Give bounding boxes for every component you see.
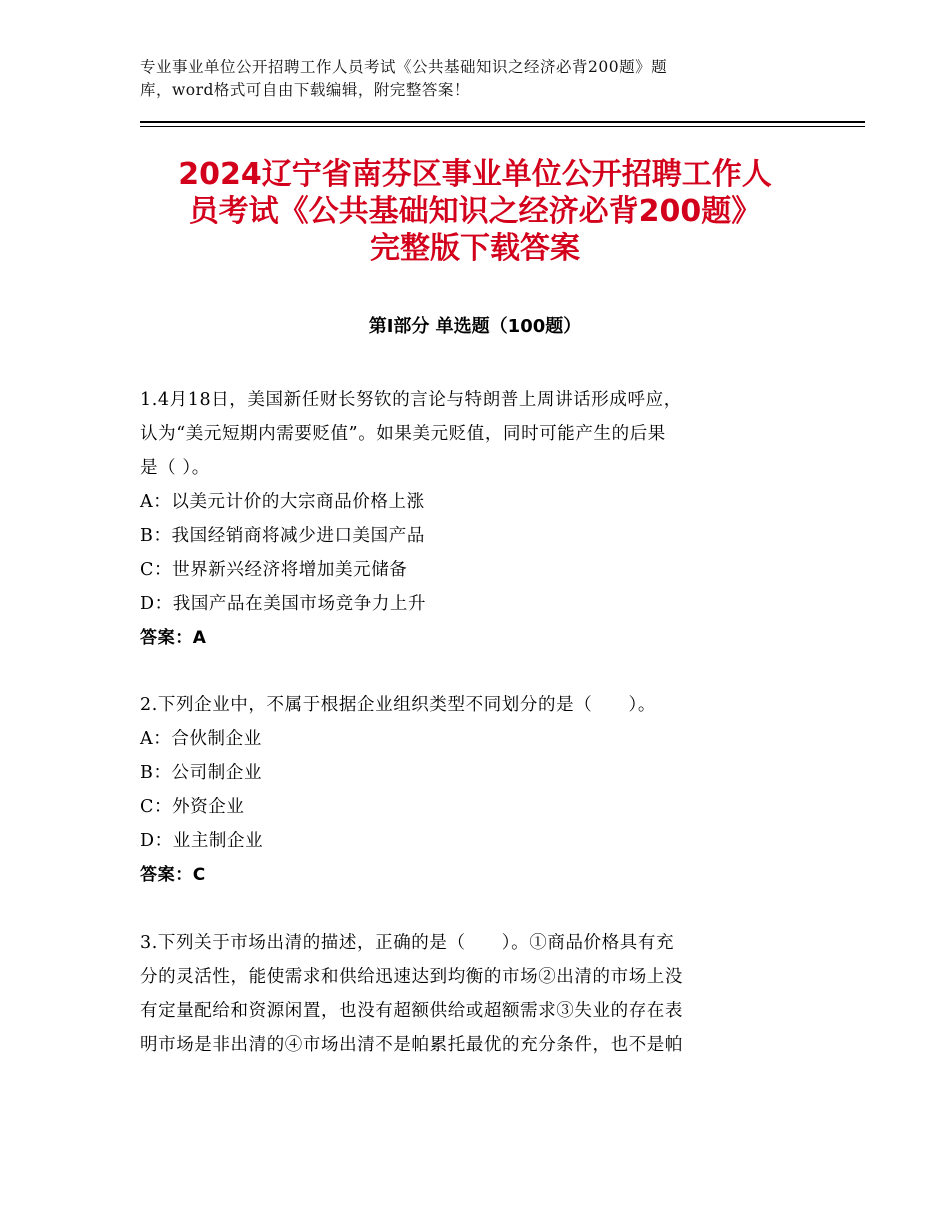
option-c: C：世界新兴经济将增加美元储备 xyxy=(140,560,408,580)
option-a: A：合伙制企业 xyxy=(140,729,262,749)
option-d: D：业主制企业 xyxy=(140,831,264,851)
header-divider-thin xyxy=(140,126,865,127)
title-line: 2024辽宁省南芬区事业单位公开招聘工作人 xyxy=(178,157,772,192)
question-2 xyxy=(140,688,805,892)
question-text: 是（ ）。 xyxy=(140,458,210,478)
answer: 答案：A xyxy=(140,628,207,648)
question-text: 3.下列关于市场出清的描述，正确的是（ ）。①商品价格具有充 xyxy=(140,933,675,953)
question-text: 有定量配给和资源闲置，也没有超额供给或超额需求③失业的存在表 xyxy=(140,1001,683,1021)
header-note xyxy=(140,56,800,102)
option-b: B：公司制企业 xyxy=(140,763,263,783)
question-text: 认为“美元短期内需要贬值”。如果美元贬值，同时可能产生的后果 xyxy=(140,424,666,444)
header-divider-thick xyxy=(140,121,865,123)
option-b: B：我国经销商将减少进口美国产品 xyxy=(140,526,425,546)
option-c: C：外资企业 xyxy=(140,797,245,817)
option-d: D：我国产品在美国市场竞争力上升 xyxy=(140,594,427,614)
header-note-line: 库，word格式可自由下载编辑，附完整答案！ xyxy=(140,81,470,99)
question-text: 明市场是非出清的④市场出清不是帕累托最优的充分条件，也不是帕 xyxy=(140,1035,683,1055)
question-text: 2.下列企业中，不属于根据企业组织类型不同划分的是（ ）。 xyxy=(140,695,656,715)
document-title xyxy=(140,156,810,267)
question-1 xyxy=(140,383,805,655)
header-note-line: 专业事业单位公开招聘工作人员考试《公共基础知识之经济必背200题》题 xyxy=(140,58,668,76)
title-line: 完整版下载答案 xyxy=(370,231,580,266)
answer: 答案：C xyxy=(140,865,206,885)
title-line: 员考试《公共基础知识之经济必背200题》 xyxy=(188,194,762,229)
question-text: 1.4月18日，美国新任财长努钦的言论与特朗普上周讲话形成呼应， xyxy=(140,390,682,410)
question-3 xyxy=(140,926,805,1062)
question-text: 分的灵活性，能使需求和供给迅速达到均衡的市场②出清的市场上没 xyxy=(140,967,683,987)
option-a: A：以美元计价的大宗商品价格上涨 xyxy=(140,492,425,512)
section-heading: 第Ⅰ部分 单选题（100题） xyxy=(368,316,582,337)
